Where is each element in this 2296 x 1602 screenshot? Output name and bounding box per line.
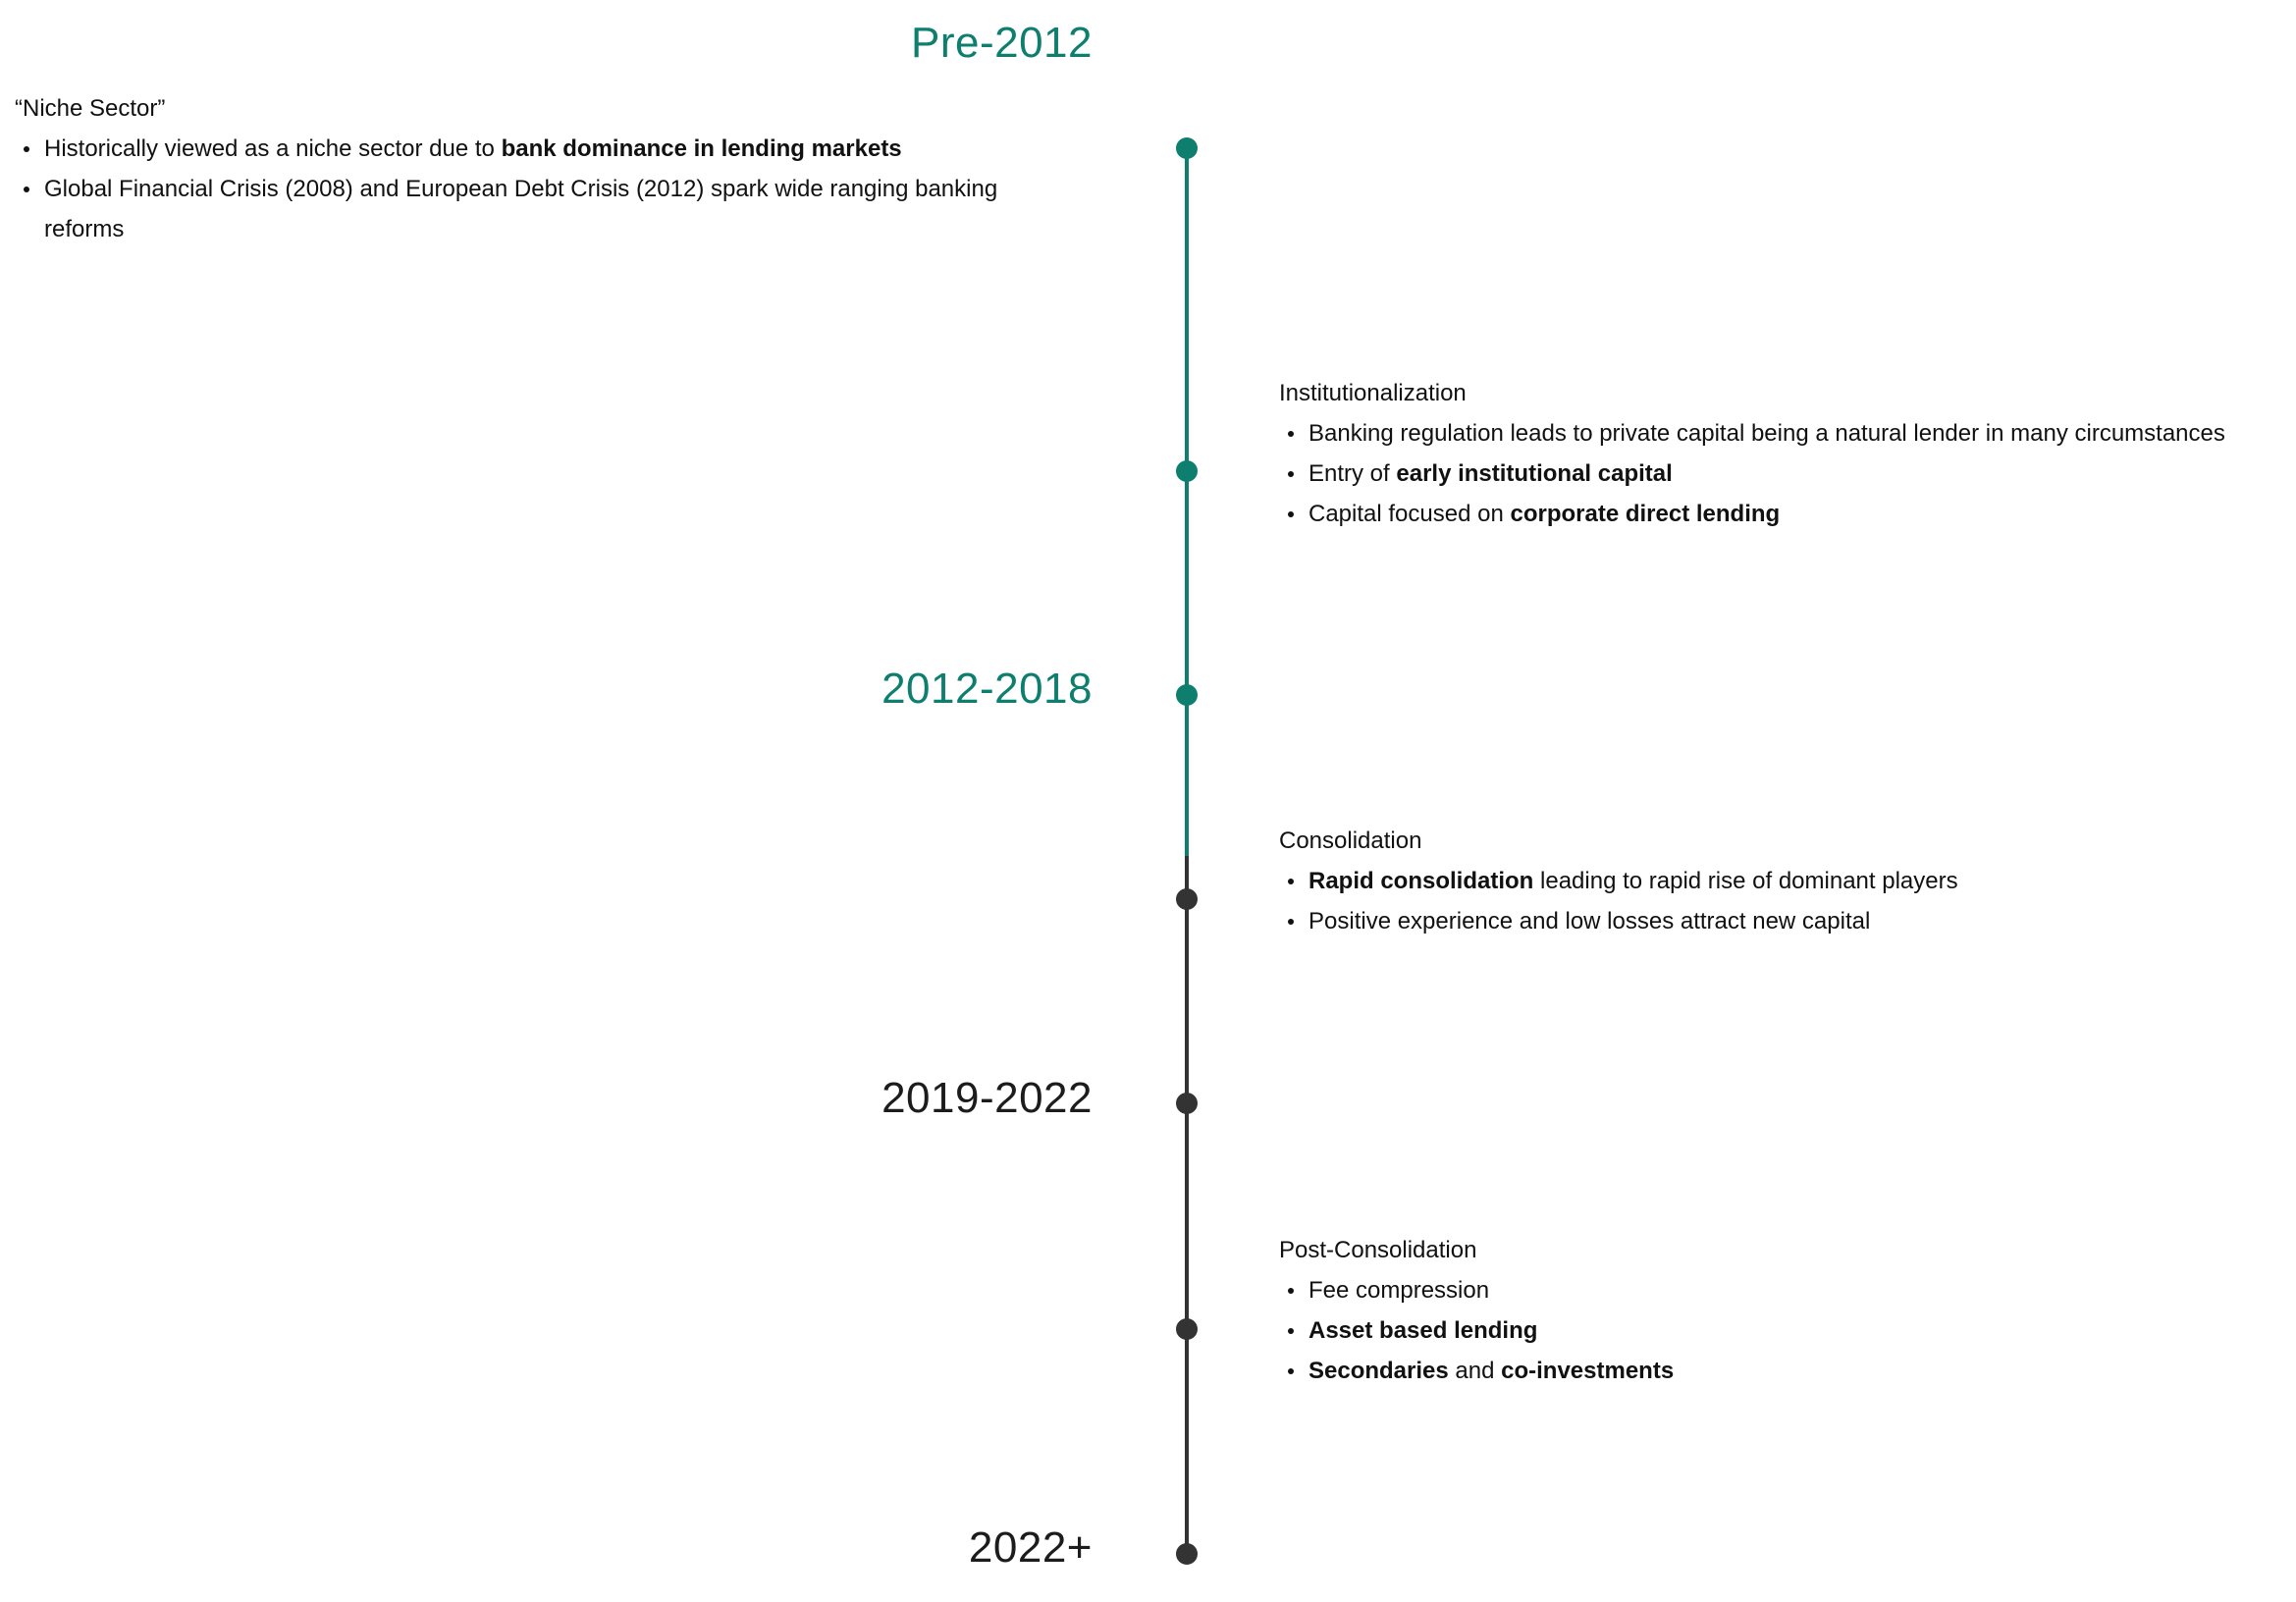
- event-title: Post-Consolidation: [1279, 1237, 1477, 1263]
- bold-text: co-investments: [1501, 1358, 1675, 1384]
- event-bullets: [1279, 1270, 2290, 1391]
- bullet-item: [1279, 1310, 2290, 1351]
- era-label-2022-plus: 2022+: [968, 1523, 1093, 1572]
- event-bullets: [15, 129, 1045, 249]
- event-title: “Niche Sector”: [15, 95, 166, 122]
- bold-text: Secondaries: [1308, 1358, 1449, 1384]
- bullet-item: [1279, 861, 2290, 901]
- timeline-dot-5: [1176, 1093, 1198, 1114]
- event-block-consolidation: [1279, 821, 2290, 941]
- bold-text: Rapid consolidation: [1308, 868, 1534, 894]
- bullet-item: [1279, 1270, 2290, 1310]
- event-title: Consolidation: [1279, 828, 1422, 854]
- timeline-dot-4: [1176, 888, 1198, 910]
- bullet-item: [1279, 901, 2290, 941]
- timeline-dot-2: [1176, 460, 1198, 482]
- timeline-dot-6: [1176, 1318, 1198, 1340]
- timeline-dot-1: [1176, 137, 1198, 159]
- bold-text: bank dominance in lending markets: [501, 135, 902, 162]
- event-block-institutionalization: [1279, 373, 2290, 534]
- text-segment: Positive experience and low losses attract new capital: [1308, 908, 1871, 934]
- bold-text: corporate direct lending: [1510, 501, 1781, 527]
- event-bullets: [1279, 413, 2290, 534]
- event-block-post-consolidation: [1279, 1230, 2290, 1391]
- bold-text: early institutional capital: [1396, 460, 1673, 487]
- timeline-dot-7: [1176, 1543, 1198, 1565]
- text-segment: Capital focused on: [1308, 501, 1511, 527]
- text-segment: Fee compression: [1308, 1277, 1490, 1304]
- bullet-item: [15, 129, 1045, 169]
- era-label-pre-2012: Pre-2012: [910, 19, 1093, 67]
- bullet-item: [1279, 494, 2290, 534]
- event-title: Institutionalization: [1279, 380, 1467, 406]
- era-label-2019-2022: 2019-2022: [881, 1074, 1093, 1122]
- text-segment: Historically viewed as a niche sector due to: [44, 135, 502, 162]
- bold-text: Asset based lending: [1308, 1317, 1538, 1344]
- text-segment: and: [1448, 1358, 1502, 1384]
- bullet-item: [1279, 454, 2290, 494]
- bullet-item: [1279, 1351, 2290, 1391]
- text-segment: leading to rapid rise of dominant players: [1533, 868, 1958, 894]
- bullet-item: [1279, 413, 2290, 454]
- text-segment: Global Financial Crisis (2008) and European Debt Crisis (2012) spark wide ranging banking reforms: [44, 176, 998, 242]
- era-label-2012-2018: 2012-2018: [881, 665, 1093, 713]
- text-segment: Entry of: [1308, 460, 1397, 487]
- event-bullets: [1279, 861, 2290, 941]
- bullet-item: [15, 169, 1045, 249]
- timeline-dot-3: [1176, 684, 1198, 706]
- text-segment: Banking regulation leads to private capital being a natural lender in many circumstances: [1308, 420, 2225, 447]
- event-block-niche-sector: [15, 88, 1045, 249]
